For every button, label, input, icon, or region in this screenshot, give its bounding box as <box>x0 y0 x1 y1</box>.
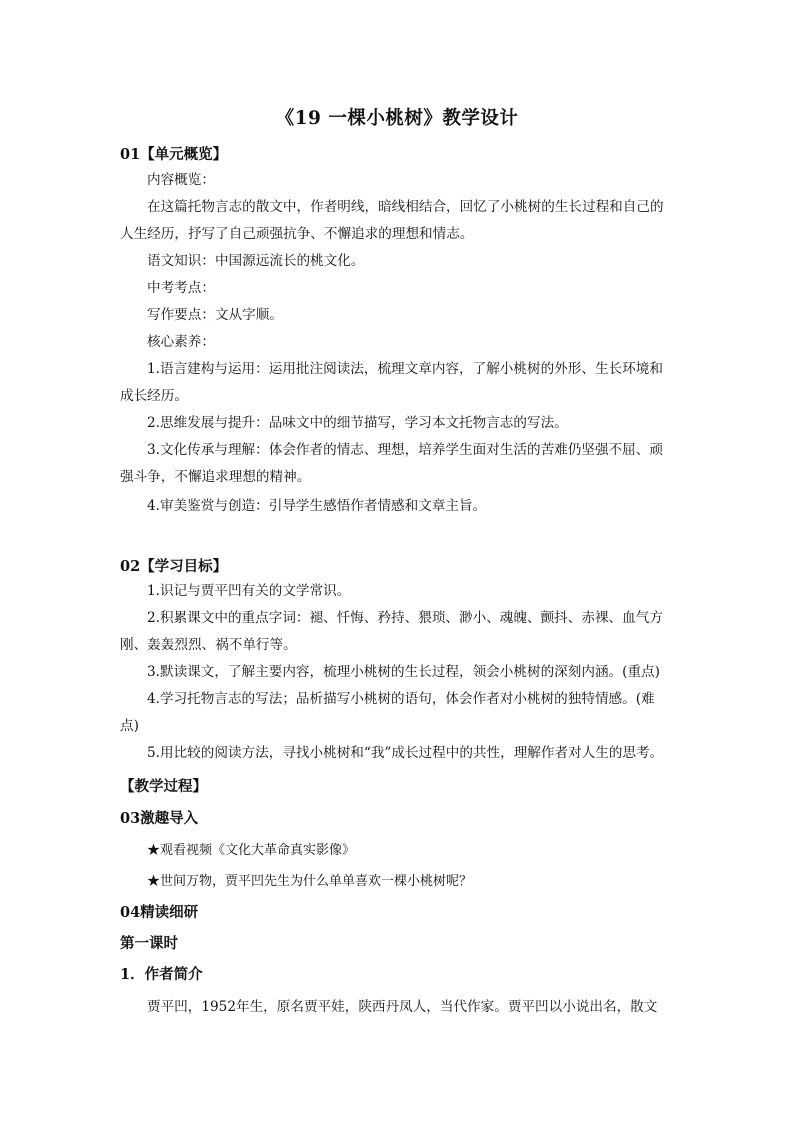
goal-5: 5.用比较的阅读方法，寻找小桃树和“我”成长过程中的共性，理解作者对人生的思考。 <box>147 745 664 761</box>
process-heading: 【教学过程】 <box>120 778 207 795</box>
star-item-2: ★世间万物，贾平凹先生为什么单单喜欢一棵小桃树呢？ <box>147 874 473 889</box>
exam-line: 中考考点： <box>147 280 215 296</box>
goal-2-line-2: 刚、轰轰烈烈、祸不单行等。 <box>120 637 297 653</box>
content-paragraph-line-2: 人生经历，抒写了自己顽强抗争、不懈追求的理想和情志。 <box>120 226 474 242</box>
writing-line: 写作要点：文从字顺。 <box>147 307 283 323</box>
goal-4-line-2: 点) <box>120 718 139 734</box>
content-paragraph-line-1: 在这篇托物言志的散文中，作者明线，暗线相结合，回忆了小桃树的生长过程和自己的 <box>147 199 664 215</box>
goal-2-line-1: 2.积累课文中的重点字词：褪、忏悔、矜持、猥琐、渺小、魂魄、颤抖、赤裸、血气方 <box>147 610 663 626</box>
goal-3: 3.默读课文，了解主要内容，梳理小桃树的生长过程，领会小桃树的深刻内涵。(重点) <box>147 664 660 680</box>
section-02-heading: 02【学习目标】 <box>120 558 228 575</box>
core-item-3-line-2: 强斗争，不懈追求理想的精神。 <box>120 469 311 485</box>
goal-4-line-1: 4.学习托物言志的写法；品析描写小桃树的语句，体会作者对小桃树的独特情感。(难 <box>147 691 655 707</box>
knowledge-line: 语文知识：中国源远流长的桃文化。 <box>147 253 365 269</box>
author-paragraph-line-1: 贾平凹，1952年生，原名贾平娃，陕西丹凤人，当代作家。贾平凹以小说出名，散文 <box>147 999 658 1015</box>
lesson-1-heading: 第一课时 <box>120 935 178 952</box>
section-03-heading: 03激趣导入 <box>120 810 199 827</box>
core-label: 核心素养： <box>147 334 215 350</box>
author-heading: 1．作者简介 <box>120 966 203 983</box>
goal-1: 1.识记与贾平凹有关的文学常识。 <box>147 583 351 599</box>
section-04-heading: 04精读细研 <box>120 904 199 921</box>
content-label: 内容概览： <box>147 172 215 188</box>
star-item-1: ★观看视频《文化大革命真实影像》 <box>147 843 356 858</box>
core-item-2: 2.思维发展与提升：品味文中的细节描写，学习本文托物言志的写法。 <box>147 415 568 431</box>
core-item-4: 4.审美鉴赏与创造：引导学生感悟作者情感和文章主旨。 <box>147 498 487 514</box>
page-title: 《19 一棵小桃树》教学设计 <box>275 108 519 129</box>
section-01-heading: 01【单元概览】 <box>120 146 228 163</box>
core-item-1-line-2: 成长经历。 <box>120 388 188 404</box>
core-item-1-line-1: 1.语言建构与运用：运用批注阅读法，梳理文章内容，了解小桃树的外形、生长环境和 <box>147 361 663 377</box>
core-item-3-line-1: 3.文化传承与理解：体会作者的情志、理想，培养学生面对生活的苦难仍坚强不屈、顽 <box>147 442 663 458</box>
